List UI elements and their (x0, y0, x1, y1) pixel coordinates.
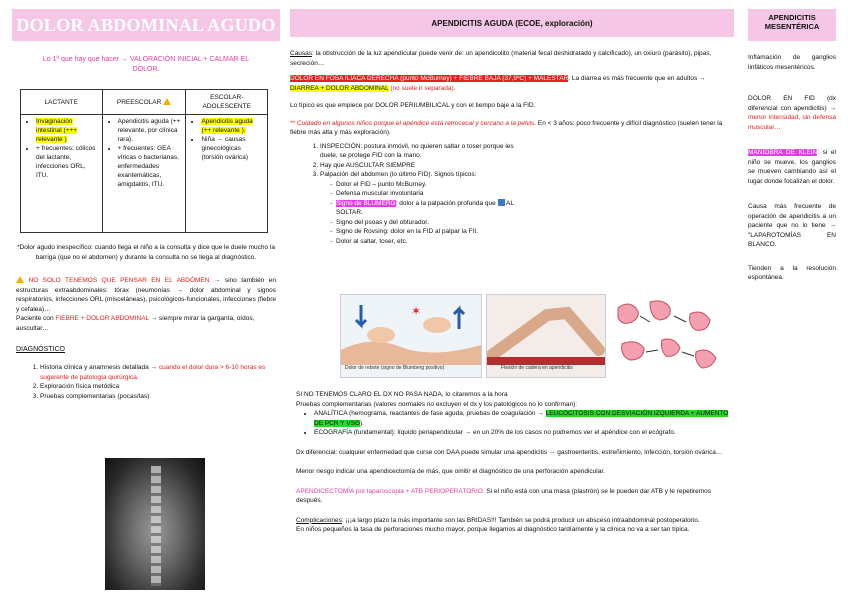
mesenteric-banner: APENDICITIS MESENTÉRICA (748, 9, 836, 41)
warning-paragraph: NO SOLO TENEMOS QUE PENSAR EN EL ABDÓMEN → sino también en estructuras extraabdominales: tórax (neumonías → dolor abdominal y signos respiratorios, infecciones ORL (misceláneas), psicológicos-funcionales, infecciones (fiebre y cefalea)… (16, 277, 277, 313)
section-title: APENDICITIS AGUDA (ECOE, exploración) (431, 18, 593, 28)
header-preescolar: PREESCOLAR (102, 90, 186, 115)
list-item: 3. Palpación del abdomen (lo último FID). Signos típicos: (320, 170, 530, 180)
exam-steps (290, 142, 530, 180)
rebound-illustration (340, 294, 482, 378)
cell-lactante: • Invaginación intestinal (+++ relevante ) • + frecuentes: cólicos del lactante, infecciones ORL, ITU. (21, 115, 103, 233)
warning-icon (163, 98, 171, 105)
caution-paragraph: ** Cuidado en algunos niños porque el apéndice está retrocecal y cercano a la pelvis. En < 3 años: poco frecuente y difícil diagnóstico (suelen tener la fiebre más alta y más exploración). (290, 119, 723, 136)
complications-text: Complicaciones: ¡¡¡a largo plazo la más importante son las BRIDAS!!! También se podrá producir un absceso intraabdominal postoperatorio. (296, 516, 700, 524)
tests-list (296, 409, 734, 438)
list-item: • ECOGRAFÍA (fundamental): líquido periapendicular → en un 20% de los casos no podremos ver el apéndice con el ecógrafo. (314, 428, 734, 438)
list-item: 1. Historia clínica y anamnesis detallada → cuando el dolor dura > 6-10 horas es sugerente de patología quirúrgica. (40, 363, 280, 382)
list-item: - Signo del psoas y del obturador. (336, 218, 516, 228)
warning-icon (16, 276, 24, 283)
header-lactante: LACTANTE (21, 90, 103, 115)
children-text: En niños pequeños la tasa de perforaciones mucho mayor, porque llegamos al diagnóstico tardíamente y la clínica no va a ser tan típica. (296, 526, 690, 533)
image-caption: Dolor de rebote (signo de Blumberg positivo) (345, 365, 445, 371)
title-banner (12, 9, 280, 41)
list-item: - Signo de BLUMERG: dolor a la palpación profunda que AL SOLTAR. (336, 199, 516, 218)
risk-text: Menor riesgo indicar una apendicectomía de más, que omitir el diagnóstico de una perforación apendicular. (296, 468, 605, 475)
fid-pain-text: DOLOR EN FID (dx diferencial con apendicitis) → menor intensidad, sin defensa muscular… (748, 95, 836, 131)
leg-illustration (487, 295, 605, 365)
diagnosis-heading: DIAGNÓSTICO (16, 346, 66, 353)
middle-bottom-section (296, 390, 734, 535)
cell-preescolar: • Apendicitis aguda (++ relevante, por clínica rara). • + frecuentes: GEA víricas o bacterianas, enfermedades exantemáticas, amigdalitis, ITU. (102, 115, 186, 233)
typical-paragraph: Lo típico es que empiece por DOLOR PERIUMBILICAL y con el tiempo baje a la FID. (290, 102, 536, 109)
diagnosis-list (12, 363, 280, 401)
page-title: DOLOR ABDOMINAL AGUDO (16, 14, 276, 35)
hip-flexion-illustration (486, 294, 606, 378)
cell-escolar: • Apendicitis aguda (++ relevante ). • Niña → causas ginecológicas (torsión ovárica) (186, 115, 268, 233)
signs-list (290, 180, 516, 247)
appendicitis-banner (290, 9, 734, 37)
list-item: 2. Exploración física metódica (40, 382, 280, 392)
list-item: 3. Pruebas complementarias (pocas/tas) (40, 392, 280, 402)
list-item: 2. Hay que AUSCULTAR SIEMPRE (320, 161, 530, 171)
svg-text:✶: ✶ (411, 304, 422, 318)
image-caption: Flexión de cadera en apendicitis (501, 365, 573, 371)
right-column (748, 0, 836, 599)
resolution-text: Tienden a la resolución espontánea. (748, 264, 836, 281)
header-escolar: ESCOLAR-ADOLESCENTE (186, 90, 268, 115)
blumberg-sign-illustration (341, 295, 481, 365)
arrow-up-icon (498, 199, 505, 206)
list-item: - Dolor al saltar, toser, etc. (336, 237, 516, 247)
age-table (20, 89, 268, 233)
fever-paragraph: Paciente con FIEBRE + DOLOR ABDOMINAL → siempre mirar la garganta, oídos, auscultar… (16, 315, 255, 332)
list-item: - Defensa muscular involuntaria (336, 189, 516, 199)
causes-paragraph: Causas: la obstrucción de la luz apendicular puede venir de: un apendicolito (material fecal deshidratado y calcificado), un oxiuro (parásito), pipas, secreción… (290, 50, 712, 67)
unclear-dx-text: SI NO TENEMOS CLARO EL DX NO PASA NADA, lo citaremos a la hora (296, 391, 508, 398)
pain-paragraph: DOLOR EN FOSA ILÍACA DERECHA (punto McBurney) + FIEBRE BAJA (37,9ºC) + MALESTAR. La diarrea es más frecuente que en adultos → DIARREA + DOLOR ABDOMINAL (no suele ir separada). (290, 75, 706, 92)
mesenteric-definition: Inflamación de ganglios linfáticos mesentéricos. (748, 54, 836, 71)
list-item: - Signo de Rovsing: dolor en la FID al palpar la FII. (336, 227, 516, 237)
list-item: • ANALÍTICA (hemograma, reactantes de fase aguda, pruebas de coagulación → LEUCOCITOSIS CON DESVIACIÓN IZQUIERDA + AUMENTO DE PCR Y VSG). (314, 409, 734, 428)
list-item: - Dolor el FID – punto McBurney. (336, 180, 516, 190)
appendix-diagram (610, 294, 730, 376)
abdominal-xray-image (105, 458, 205, 590)
intro-text: Lo 1º que hay que hacer → VALORACIÓN INICIAL + CALMAR EL DOLOR. (42, 56, 250, 73)
klein-maneuver-text: MANIOBRA DE KLEIN: si el niño se mueve, los ganglios se mueven cambiando así el lugar donde focalizan el dolor. (748, 149, 836, 185)
nonspecific-note: *Dolor agudo inespecífico: cuando llega el niño a la consulta y dice que le duele mucho la barriga (que no el abdomen) y durante la consulta no se llega al diagnóstico. (16, 244, 275, 261)
appendectomy-text: APENDICECTOMÍA por laparoscopia + ATB PERIOPERATORIO. Si el niño está con una masa (plastrón) se le pueden dar ATB y le repetiremos después. (296, 487, 712, 504)
list-item: 1. INSPECCIÓN: postura inmóvil, no quieren saltar o toser porque les duele, se protege FID con la mano. (320, 142, 530, 161)
tests-text: Pruebas complementarias (valores normales no excluyen el dx y los patológicos no lo confirman): (296, 400, 578, 408)
laparotomy-text: Causa más frecuente de operación de apendicitis a un paciente que no lo tiene → "LAPAROTOMÍAS EN BLANCO. (748, 203, 836, 248)
differential-text: Dx diferencial: cualquier enfermedad que curse con DAA puede simular una apendicitis → gastroenteritis, estreñimiento, infección, torsión ovárica… (296, 448, 723, 456)
